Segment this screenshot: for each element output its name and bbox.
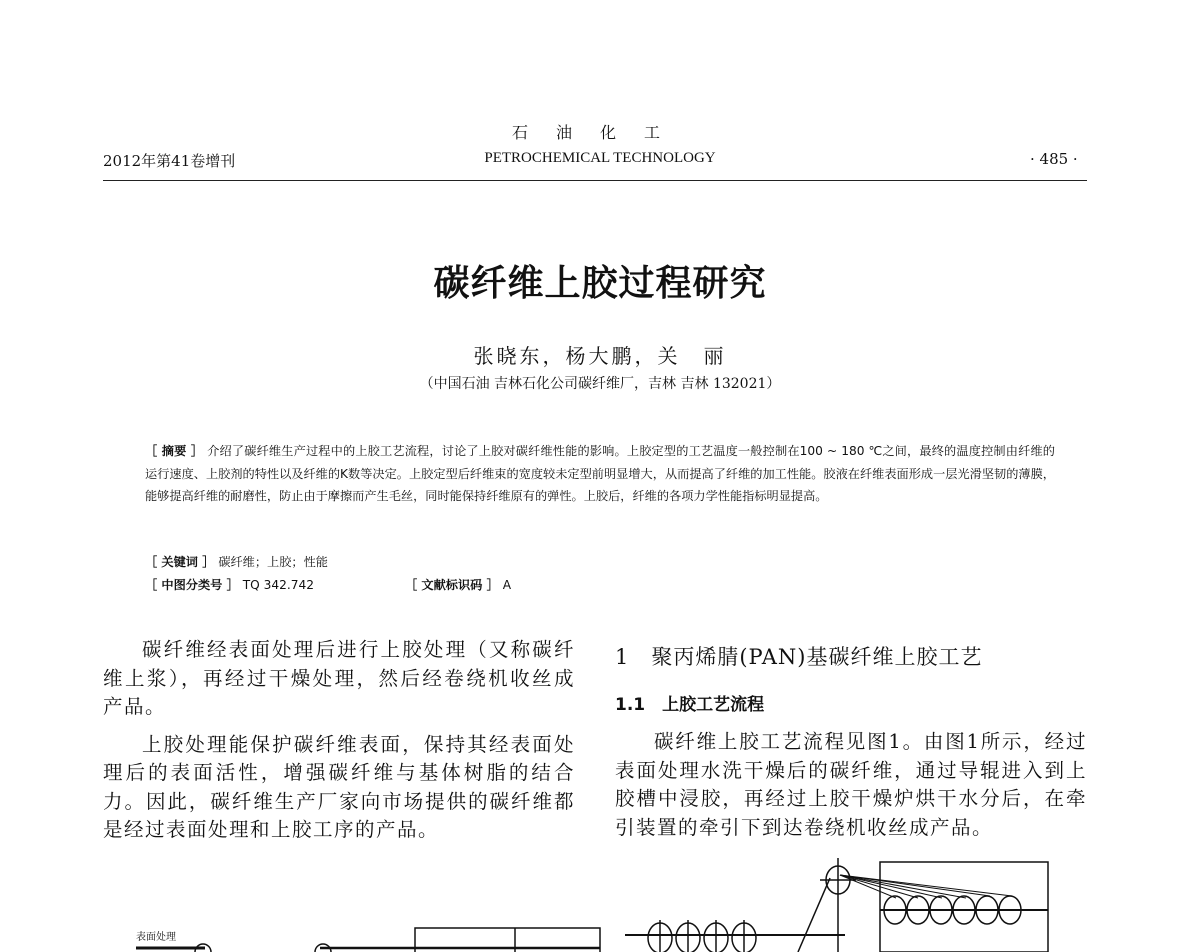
authors: 张晓东，杨大鹏，关 丽	[473, 344, 727, 368]
affiliation: （中国石油 吉林石化公司碳纤维厂，吉林 吉林 132021）	[419, 376, 781, 392]
page-number: · 485 ·	[1030, 150, 1078, 168]
subsection-heading: 1.1 上胶工艺流程	[615, 695, 765, 715]
issue-info: 2012年第41卷增刊	[103, 152, 236, 170]
left-column	[103, 636, 575, 845]
paragraph: 碳纤维上胶工艺流程见图1。由图1所示，经过表面处理水洗干燥后的碳纤维，通过导辊进入到上胶槽中浸胶，再经过上胶干燥炉烘干水分后，在牵引装置的牵引下到达卷绕机收丝成产品。	[615, 730, 1087, 839]
process-flow-figure	[0, 840, 1200, 952]
classification	[145, 576, 314, 593]
abstract-label: ［ 摘要 ］	[145, 444, 204, 458]
clc-label: ［ 中图分类号 ］	[145, 578, 239, 592]
doc-code-value: A	[502, 578, 512, 592]
abstract	[145, 440, 1055, 508]
section-heading: 1 聚丙烯腈(PAN)基碳纤维上胶工艺	[615, 645, 983, 669]
paragraph: 上胶处理能保护碳纤维表面，保持其经表面处理后的表面活性，增强碳纤维与基体树脂的结合力。因此，碳纤维生产厂家向市场提供的碳纤维都是经过表面处理和上胶工序的产品。	[103, 732, 575, 841]
paper-title: 碳纤维上胶过程研究	[433, 263, 767, 304]
doc-code	[405, 576, 511, 593]
keywords	[145, 553, 328, 570]
abstract-text: 介绍了碳纤维生产过程中的上胶工艺流程，讨论了上胶对碳纤维性能的影响。上胶定型的工艺温度一般控制在100 ~ 180 ℃之间，最终的温度控制由纤维的运行速度、上胶剂的特性以及纤维的K数等决定。上胶定型后纤维束的宽度较未定型前明显增大，从而提高了纤维的加工性能。胶液在纤维表面形成一层光滑坚韧的薄膜，能够提高纤维的耐磨性，防止由于摩擦而产生毛丝，同时能保持纤维原有的弹性。上胶后，纤维的各项力学性能指标明显提高。	[145, 444, 1055, 504]
doc-code-label: ［ 文献标识码 ］	[405, 578, 499, 592]
journal-name-en: PETROCHEMICAL TECHNOLOGY	[484, 150, 716, 166]
keywords-label: ［ 关键词 ］	[145, 555, 215, 569]
clc-value: TQ 342.742	[242, 578, 314, 592]
figure-label: 表面处理	[136, 932, 176, 943]
header-rule	[103, 180, 1087, 181]
journal-name-cn: 石油化工	[511, 123, 688, 142]
paragraph: 碳纤维经表面处理后进行上胶处理（又称碳纤维上浆），再经过干燥处理，然后经卷绕机收丝成产品。	[103, 638, 575, 718]
keywords-text: 碳纤维；上胶；性能	[218, 555, 328, 569]
right-column	[615, 728, 1087, 842]
winder-bobbins	[880, 896, 1048, 924]
